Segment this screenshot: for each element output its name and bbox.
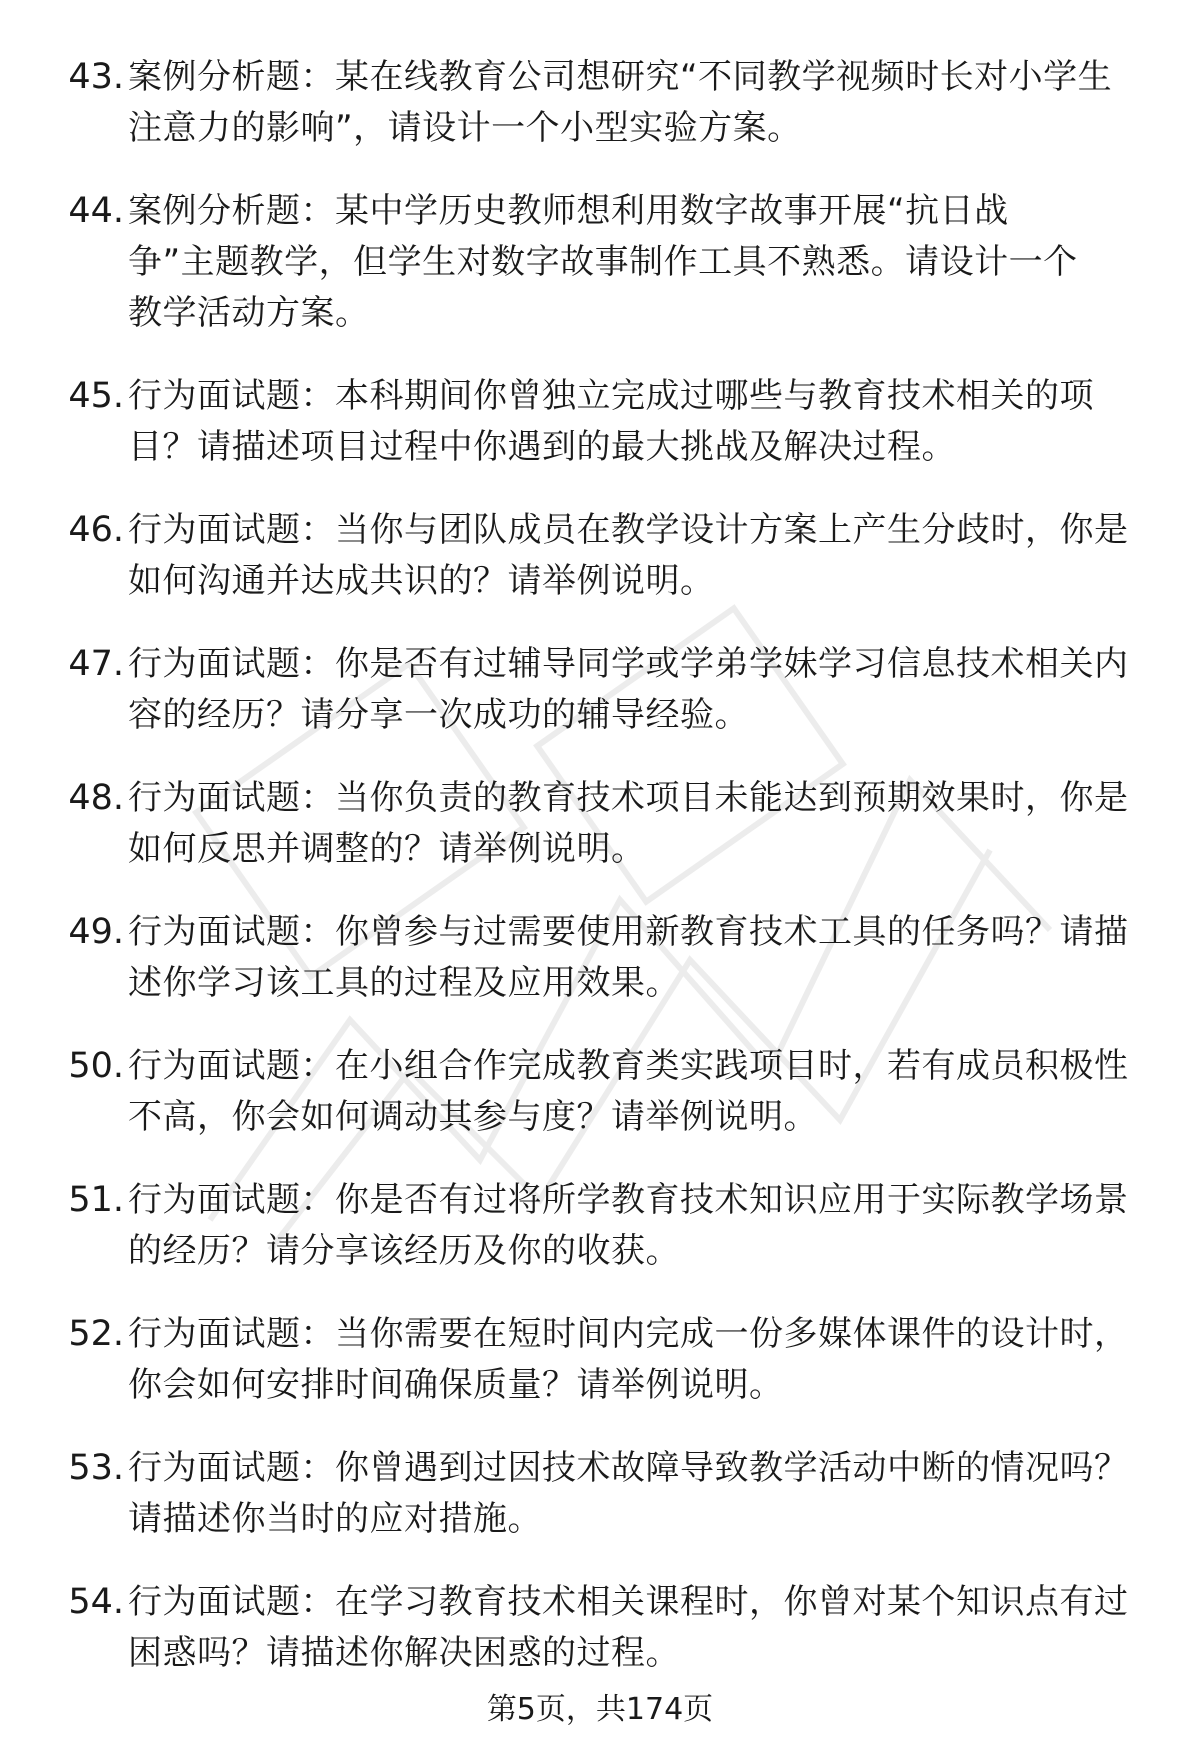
question-text: 行为面试题：你是否有过辅导同学或学弟学妹学习信息技术相关内容的经历？请分享一次成功的辅导经验。 — [128, 644, 1129, 735]
question-number: 43. — [68, 57, 124, 97]
question-number: 52. — [68, 1314, 124, 1354]
question-number: 54. — [68, 1582, 124, 1622]
question-text: 案例分析题：某中学历史教师想利用数字故事开展“抗日战争”主题教学，但学生对数字故事制作工具不熟悉。请设计一个教学活动方案。 — [128, 191, 1078, 333]
question-text: 行为面试题：本科期间你曾独立完成过哪些与教育技术相关的项目？请描述项目过程中你遇到的最大挑战及解决过程。 — [128, 376, 1094, 467]
question-item-52 — [0, 1309, 1200, 1443]
question-text: 行为面试题：在学习教育技术相关课程时，你曾对某个知识点有过困惑吗？请描述你解决困惑的过程。 — [128, 1582, 1129, 1673]
page-number-footer: 第5页，共174页 — [486, 1692, 714, 1727]
question-item-46 — [0, 505, 1200, 639]
question-list — [0, 52, 1200, 1711]
question-text: 行为面试题：当你与团队成员在教学设计方案上产生分歧时，你是如何沟通并达成共识的？请举例说明。 — [128, 510, 1129, 601]
question-text: 案例分析题：某在线教育公司想研究“不同教学视频时长对小学生注意力的影响”，请设计一个小型实验方案。 — [128, 57, 1113, 148]
question-text: 行为面试题：你曾遇到过因技术故障导致教学活动中断的情况吗？请描述你当时的应对措施。 — [128, 1448, 1129, 1539]
question-item-53 — [0, 1443, 1200, 1577]
question-item-50 — [0, 1041, 1200, 1175]
question-item-51 — [0, 1175, 1200, 1309]
question-item-43 — [0, 52, 1200, 186]
question-item-47 — [0, 639, 1200, 773]
question-item-44 — [0, 186, 1200, 371]
question-number: 50. — [68, 1046, 124, 1086]
question-number: 51. — [68, 1180, 124, 1220]
question-text: 行为面试题：在小组合作完成教育类实践项目时，若有成员积极性不高，你会如何调动其参与度？请举例说明。 — [128, 1046, 1129, 1137]
question-text: 行为面试题：你是否有过将所学教育技术知识应用于实际教学场景的经历？请分享该经历及你的收获。 — [128, 1180, 1129, 1271]
question-text: 行为面试题：你曾参与过需要使用新教育技术工具的任务吗？请描述你学习该工具的过程及应用效果。 — [128, 912, 1129, 1003]
question-number: 47. — [68, 644, 124, 684]
question-number: 53. — [68, 1448, 124, 1488]
question-number: 48. — [68, 778, 124, 818]
question-number: 49. — [68, 912, 124, 952]
question-item-49 — [0, 907, 1200, 1041]
question-number: 44. — [68, 191, 124, 231]
question-text: 行为面试题：当你负责的教育技术项目未能达到预期效果时，你是如何反思并调整的？请举例说明。 — [128, 778, 1129, 869]
question-number: 45. — [68, 376, 124, 416]
question-item-45 — [0, 371, 1200, 505]
question-text: 行为面试题：当你需要在短时间内完成一份多媒体课件的设计时，你会如何安排时间确保质量？请举例说明。 — [128, 1314, 1129, 1405]
question-number: 46. — [68, 510, 124, 550]
question-item-48 — [0, 773, 1200, 907]
